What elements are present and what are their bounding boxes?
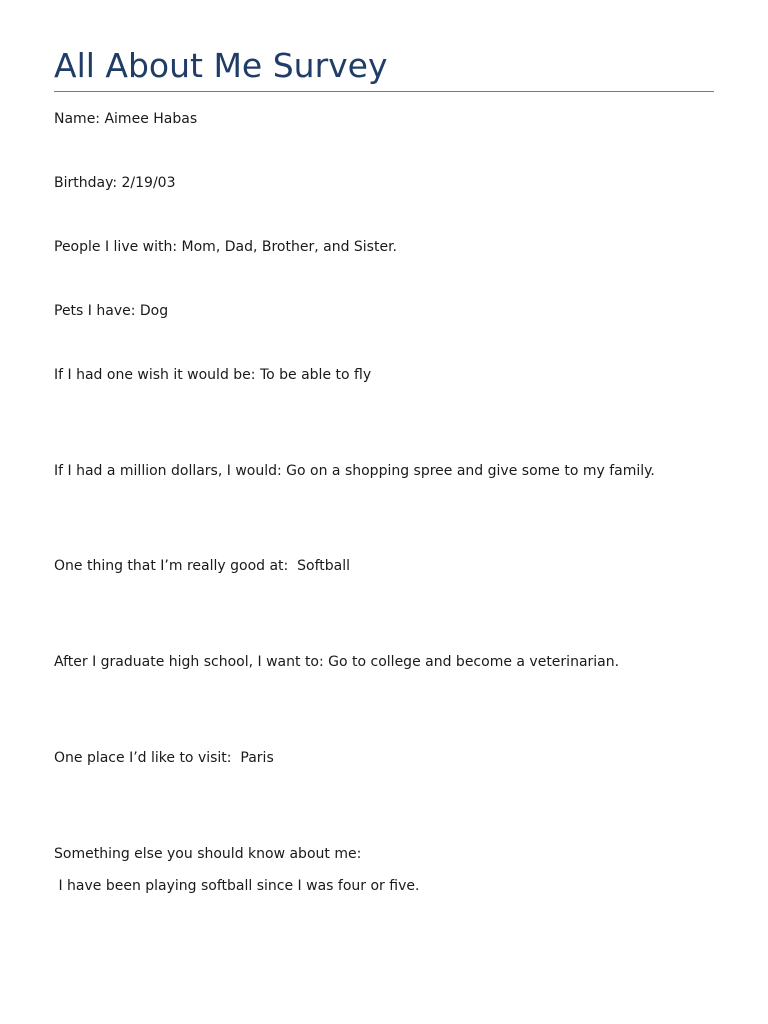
place-to-visit-line: One place I’d like to visit: Paris (54, 750, 274, 766)
page-title: All About Me Survey (54, 46, 388, 85)
title-underline (54, 91, 714, 92)
good-at-line: One thing that I’m really good at: Softball (54, 558, 351, 574)
something-else-line: Something else you should know about me: (54, 846, 362, 862)
pets-line: Pets I have: Dog (54, 303, 169, 319)
name-line: Name: Aimee Habas (54, 111, 198, 127)
people-line: People I live with: Mom, Dad, Brother, and Sister. (54, 239, 397, 255)
wish-line: If I had one wish it would be: To be able to fly (54, 367, 372, 383)
birthday-line: Birthday: 2/19/03 (54, 175, 176, 191)
something-else-answer: I have been playing softball since I was four or five. (54, 878, 420, 894)
million-dollars-line: If I had a million dollars, I would: Go on a shopping spree and give some to my family. (54, 463, 655, 479)
after-graduate-line: After I graduate high school, I want to: Go to college and become a veterinarian. (54, 654, 620, 670)
